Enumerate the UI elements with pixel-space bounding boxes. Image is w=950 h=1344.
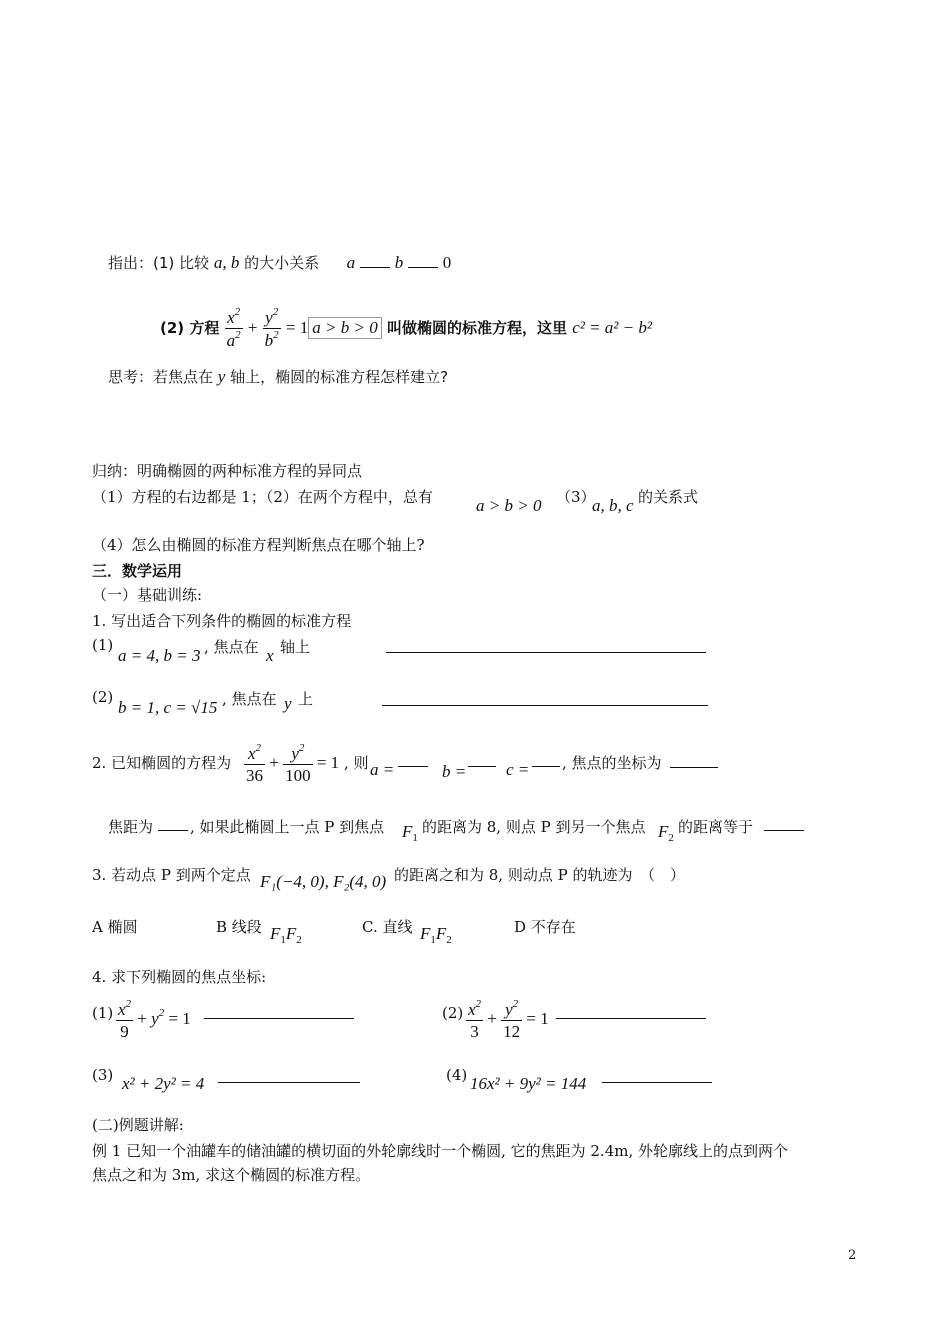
q4-text: 4. 求下列椭圆的焦点坐标: (92, 968, 267, 986)
summary-item3: （3） (556, 488, 596, 506)
section3-sub1: （一）基础训练: (92, 586, 203, 604)
q1b-axis: 上 (298, 690, 314, 708)
q2-line2d: 的距离等于 (678, 818, 754, 836)
summary-item1 (92, 486, 433, 507)
q1b-label: (2) (92, 688, 114, 706)
q2-F2: $F_2$ (658, 822, 674, 844)
section3-title: 三．数学运用 (92, 562, 183, 580)
q4-eq2: $\frac{x^2}{3}$ + $\frac{y^2}{12}$ = 1 (468, 998, 549, 1041)
q4-eq3: x² + 2y² = 4 (122, 1074, 205, 1093)
q2-line2b: , 如果此椭圆上一点 P 到焦点 (190, 818, 385, 836)
example1-line1: 例 1 已知一个油罐车的储油罐的横切面的外轮廓线时一个椭圆, 它的焦距为 2.4m, 外轮廓线上的点到两个 (92, 1142, 789, 1160)
q2-c-blank[interactable] (532, 766, 560, 767)
think-line (108, 366, 448, 387)
point-out-label: 指出：(1) 比较 (108, 254, 210, 272)
point-out-zero: 0 (442, 253, 452, 272)
page-number: 2 (848, 1248, 857, 1263)
q2-line2c: 的距离为 8, 则点 P 到另一个焦点 (422, 818, 646, 836)
q1a-cond: a = 4, b = 3 (118, 646, 201, 665)
q2-prefix: 2. 已知椭圆的方程为 (92, 754, 232, 772)
q2-focus-blank[interactable] (670, 767, 718, 768)
point-out-b: b (394, 253, 404, 272)
q1a-label: (1) (92, 636, 114, 654)
blank-a-b[interactable] (360, 267, 390, 268)
think-suffix: 轴上，椭圆的标准方程怎样建立? (230, 368, 449, 386)
q3-option-c[interactable]: C. 直线 (362, 918, 413, 936)
q2-c: c = (506, 760, 530, 779)
q2-line2a: 焦距为 (108, 818, 154, 836)
think-var: y (217, 367, 226, 386)
q2-F1: $F_1$ (402, 822, 418, 844)
q3-prefix: 3. 若动点 P 到两个定点 (92, 866, 251, 884)
q4-label-4: (4) (446, 1066, 468, 1084)
q1a-var: x (266, 646, 274, 665)
summary-title: 归纳：明确椭圆的两种标准方程的异同点 (92, 462, 363, 480)
blank-b-0[interactable] (408, 267, 438, 268)
eq-y-over-b: $\frac{y^2}{b^2}$ (264, 306, 279, 350)
summary-item3-suffix: 的关系式 (638, 488, 699, 506)
point-out-suffix: 的大小关系 (244, 254, 320, 272)
q4-answer-2[interactable] (556, 1018, 706, 1019)
point2-line: (2) 方程 $\frac{x^2}{a^2}$ + $\frac{y^2}{b^2}$ = 1 a > b > 0 叫做椭圆的标准方程，这里 c² = a² − b² (160, 306, 652, 350)
summary-item1-text: （1）方程的右边都是 1；（2）在两个方程中，总有 (92, 488, 433, 506)
q4-answer-3[interactable] (218, 1082, 360, 1083)
q1b-answer-line[interactable] (382, 705, 708, 706)
point-out-a: a (346, 253, 356, 272)
q2-a-blank[interactable] (398, 766, 428, 767)
point-out-vars: a, b (213, 253, 240, 272)
eq-x-over-a: $\frac{x^2}{a^2}$ (226, 306, 241, 350)
q3-suffix: 的距离之和为 8, 则动点 P 的轨迹为 （ ） (394, 866, 685, 884)
q4-label-3: (3) (92, 1066, 114, 1084)
q1b-text: , 焦点在 (222, 690, 277, 708)
q3-option-b-seg: $F_1F_2$ (270, 924, 302, 946)
q1-text: 1. 写出适合下列条件的椭圆的标准方程 (92, 612, 352, 630)
q2-a: a = (370, 760, 395, 779)
q2-then: , 则 (344, 754, 369, 772)
summary-abc: a, b, c (592, 496, 634, 515)
q1a-answer-line[interactable] (386, 652, 706, 653)
point2-suffix: 叫做椭圆的标准方程，这里 (386, 318, 567, 337)
point2-prefix: (2) 方程 (160, 318, 220, 337)
q3-option-d[interactable]: D 不存在 (514, 918, 576, 936)
q4-eq1: $\frac{x^2}{9}$ + $y^2 = 1$ (118, 998, 191, 1041)
q4-label-2: (2) (442, 1004, 464, 1022)
point2-cond: a > b > 0 (308, 317, 381, 339)
q3-option-b[interactable]: B 线段 (216, 918, 262, 936)
q4-label-1: (1) (92, 1004, 114, 1022)
q4-eq4: 16x² + 9y² = 144 (470, 1074, 587, 1093)
q3-option-c-seg: $F_1F_2$ (420, 924, 452, 946)
q2-b: b = (442, 762, 467, 781)
example1-line2: 焦点之和为 3m, 求这个椭圆的标准方程。 (92, 1166, 371, 1184)
q1a-axis: 轴上 (280, 638, 311, 656)
q3-option-a[interactable]: A 椭圆 (92, 918, 138, 936)
q2-eq-tail: = 1 (316, 752, 340, 772)
q2-b-blank[interactable] (468, 766, 496, 767)
q3-points: F₁(−4, 0), F₂(4, 0) (260, 872, 387, 891)
q2-focal-blank[interactable] (158, 830, 188, 831)
think-prefix: 思考：若焦点在 (108, 368, 214, 386)
summary-cond: a > b > 0 (476, 496, 542, 515)
point2-relation: c² = a² − b² (572, 317, 652, 337)
q1a-text: , 焦点在 (204, 638, 259, 656)
q4-answer-1[interactable] (204, 1018, 354, 1019)
q2-focus: , 焦点的坐标为 (562, 754, 662, 772)
q2-distance-blank[interactable] (764, 830, 804, 831)
q2-F2-letter: F (658, 822, 669, 841)
section3-sub2: (二)例题讲解: (92, 1116, 184, 1134)
q2-F1-letter: F (402, 822, 413, 841)
q1b-var: y (284, 694, 292, 713)
q1b-cond: b = 1, c = √15 (118, 698, 218, 717)
q2-equation: $\frac{x^2}{36}$ + $\frac{y^2}{100}$ = 1 (246, 742, 340, 785)
point-out-line (108, 252, 451, 273)
summary-item4: （4）怎么由椭圆的标准方程判断焦点在哪个轴上? (92, 536, 425, 554)
q4-answer-4[interactable] (602, 1082, 712, 1083)
